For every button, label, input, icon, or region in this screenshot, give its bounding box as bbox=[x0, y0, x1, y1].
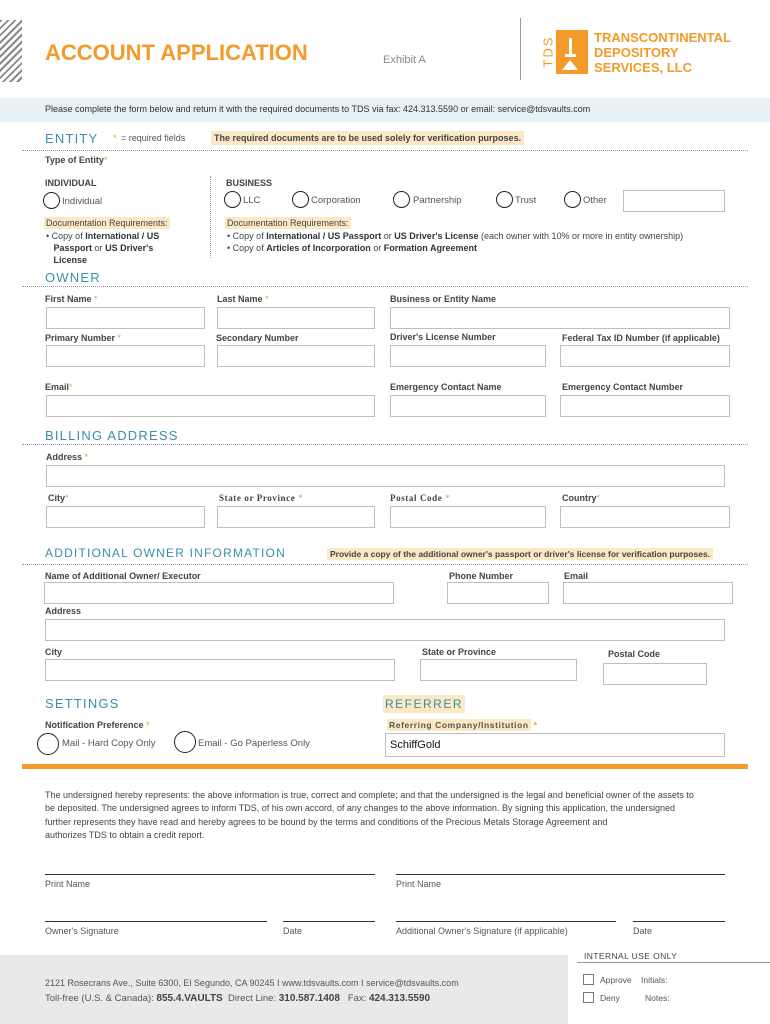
entity-column-divider bbox=[210, 176, 211, 258]
primary-number-label: Primary Number * bbox=[45, 333, 122, 343]
owner-signature-line[interactable] bbox=[45, 921, 267, 922]
additional-email-input[interactable] bbox=[563, 582, 733, 604]
business-heading: BUSINESS bbox=[226, 178, 273, 188]
divider-additional-owner bbox=[22, 564, 748, 565]
additional-state-label: State or Province bbox=[422, 647, 497, 657]
additional-email-label: Email bbox=[564, 571, 589, 581]
individual-label: Individual bbox=[62, 196, 103, 207]
section-additional-owner: ADDITIONAL OWNER INFORMATION bbox=[45, 546, 286, 560]
other-radio[interactable] bbox=[564, 191, 581, 208]
individual-heading: INDIVIDUAL bbox=[45, 178, 97, 188]
print-name-label-2: Print Name bbox=[396, 879, 442, 889]
corporation-radio[interactable] bbox=[292, 191, 309, 208]
emergency-number-input[interactable] bbox=[560, 395, 730, 417]
notification-preference-label: Notification Preference * bbox=[45, 720, 150, 730]
billing-address-input[interactable] bbox=[46, 465, 725, 487]
partnership-label: Partnership bbox=[413, 195, 462, 206]
individual-radio[interactable] bbox=[43, 192, 60, 209]
drivers-license-label: Driver's License Number bbox=[390, 332, 496, 342]
mail-label: Mail - Hard Copy Only bbox=[62, 738, 156, 749]
page-title: ACCOUNT APPLICATION bbox=[45, 40, 308, 65]
llc-label: LLC bbox=[243, 195, 261, 206]
business-name-label: Business or Entity Name bbox=[390, 294, 497, 304]
declaration-line-1: The undersigned hereby represents: the above information is true, correct and complete; and that the undersigned is the legal and beneficial owner of the assets to bbox=[45, 790, 694, 800]
required-star: * bbox=[113, 133, 117, 143]
declaration-text bbox=[45, 789, 745, 842]
additional-postal-input[interactable] bbox=[603, 663, 707, 685]
billing-state-input[interactable] bbox=[217, 506, 375, 528]
federal-tax-id-input[interactable] bbox=[560, 345, 730, 367]
verification-note: The required documents are to be used solely for verification purposes. bbox=[211, 131, 524, 145]
additional-name-input[interactable] bbox=[44, 582, 394, 604]
first-name-input[interactable] bbox=[46, 307, 205, 329]
additional-state-input[interactable] bbox=[420, 659, 577, 681]
additional-city-label: City bbox=[45, 647, 63, 657]
section-referrer: REFERRER bbox=[385, 697, 464, 711]
referrer-input[interactable] bbox=[385, 733, 725, 757]
section-billing: BILLING ADDRESS bbox=[45, 428, 179, 443]
billing-city-input[interactable] bbox=[46, 506, 205, 528]
divider-billing bbox=[22, 444, 748, 445]
declaration-line-3: further represents they have read and hereby agrees to be bound by the terms and conditions of the Precious Metals Storage Agreement and bbox=[45, 816, 608, 827]
deny-label: Deny bbox=[600, 993, 620, 1003]
first-name-label: First Name * bbox=[45, 294, 98, 304]
date-label-1: Date bbox=[283, 926, 303, 936]
footer-phones: Toll-free (U.S. & Canada): 855.4.VAULTS Direct Line: 310.587.1408 Fax: 424.313.5590 bbox=[45, 993, 431, 1004]
billing-country-input[interactable] bbox=[560, 506, 730, 528]
date-line-2[interactable] bbox=[633, 921, 725, 922]
bus-doc-requirement-2: • Copy of Articles of Incorporation or Formation Agreement bbox=[227, 243, 477, 253]
billing-state-label: State or Province * bbox=[219, 493, 304, 503]
last-name-label: Last Name * bbox=[217, 294, 269, 304]
billing-postal-input[interactable] bbox=[390, 506, 546, 528]
approve-label: Approve bbox=[600, 975, 632, 985]
deny-checkbox[interactable] bbox=[583, 992, 594, 1003]
billing-address-label: Address * bbox=[46, 452, 89, 462]
primary-number-input[interactable] bbox=[46, 345, 205, 367]
additional-phone-label: Phone Number bbox=[449, 571, 514, 581]
email-radio[interactable] bbox=[174, 731, 196, 753]
other-entity-input[interactable] bbox=[623, 190, 725, 212]
company-name-1: TRANSCONTINENTAL bbox=[594, 30, 731, 45]
llc-radio[interactable] bbox=[224, 191, 241, 208]
required-note: = required fields bbox=[121, 133, 186, 143]
company-name-3: SERVICES, LLC bbox=[594, 60, 693, 75]
additional-city-input[interactable] bbox=[45, 659, 395, 681]
additional-postal-label: Postal Code bbox=[608, 649, 661, 659]
instructions: Please complete the form below and return it with the required documents to TDS via fax: 424.313.5590 or email: service@tdsvaults.com bbox=[45, 104, 591, 114]
logo-mark bbox=[556, 30, 588, 74]
last-name-input[interactable] bbox=[217, 307, 375, 329]
owner-signature-label: Owner's Signature bbox=[45, 926, 119, 936]
print-name-line-1[interactable] bbox=[45, 874, 375, 875]
email-label: Email* bbox=[45, 382, 73, 392]
internal-use-underline bbox=[577, 962, 770, 963]
email-option-label: Email - Go Paperless Only bbox=[198, 738, 310, 749]
ind-doc-req-label: Documentation Requirements: bbox=[46, 218, 168, 228]
secondary-number-label: Secondary Number bbox=[216, 333, 299, 343]
business-name-input[interactable] bbox=[390, 307, 730, 329]
orange-divider bbox=[22, 764, 748, 769]
logo-vertical-text: TDS bbox=[540, 35, 556, 68]
emergency-name-input[interactable] bbox=[390, 395, 546, 417]
additional-address-label: Address bbox=[45, 606, 82, 616]
bus-doc-req-label: Documentation Requirements: bbox=[227, 218, 349, 228]
other-label: Other bbox=[583, 195, 607, 206]
email-input[interactable] bbox=[46, 395, 375, 417]
partnership-radio[interactable] bbox=[393, 191, 410, 208]
billing-country-label: Country* bbox=[562, 493, 601, 503]
secondary-number-input[interactable] bbox=[217, 345, 375, 367]
ind-doc-requirements: • Copy of International / US Passport or US Driver's License bbox=[46, 231, 160, 265]
section-settings: SETTINGS bbox=[45, 696, 120, 711]
approve-checkbox[interactable] bbox=[583, 974, 594, 985]
declaration-line-4: authorizes TDS to obtain a credit report. bbox=[45, 829, 205, 840]
trust-radio[interactable] bbox=[496, 191, 513, 208]
initials-label: Initials: bbox=[641, 975, 668, 985]
date-line-1[interactable] bbox=[283, 921, 375, 922]
additional-phone-input[interactable] bbox=[447, 582, 549, 604]
exhibit-label: Exhibit A bbox=[383, 54, 426, 66]
additional-signature-line[interactable] bbox=[396, 921, 616, 922]
corner-stripes bbox=[0, 20, 22, 82]
company-name-2: DEPOSITORY bbox=[594, 45, 679, 60]
billing-postal-label: Postal Code * bbox=[390, 493, 451, 503]
emergency-number-label: Emergency Contact Number bbox=[562, 382, 684, 392]
print-name-line-2[interactable] bbox=[396, 874, 725, 875]
footer-address: 2121 Rosecrans Ave., Suite 6300, El Segundo, CA 90245 I www.tdsvaults.com I service@tdsvaults.com bbox=[45, 978, 459, 988]
date-label-2: Date bbox=[633, 926, 653, 936]
trust-label: Trust bbox=[515, 195, 537, 206]
referrer-value: SchiffGold bbox=[390, 739, 441, 751]
federal-tax-id-label: Federal Tax ID Number (if applicable) bbox=[562, 333, 720, 343]
additional-signature-label: Additional Owner's Signature (if applicable) bbox=[396, 926, 568, 936]
additional-owner-note: Provide a copy of the additional owner's passport or driver's license for verification purposes. bbox=[327, 548, 713, 560]
drivers-license-input[interactable] bbox=[390, 345, 546, 367]
corporation-label: Corporation bbox=[311, 195, 361, 206]
print-name-label-1: Print Name bbox=[45, 879, 91, 889]
notes-label: Notes: bbox=[645, 993, 670, 1003]
internal-use-heading: INTERNAL USE ONLY bbox=[584, 951, 678, 961]
emergency-name-label: Emergency Contact Name bbox=[390, 382, 502, 392]
section-entity: ENTITY bbox=[45, 131, 99, 146]
type-of-entity-label: Type of Entity* bbox=[45, 155, 108, 165]
additional-name-label: Name of Additional Owner/ Executor bbox=[45, 571, 201, 581]
referrer-label: Referring Company/Institution * bbox=[389, 720, 538, 730]
billing-city-label: City* bbox=[48, 493, 69, 503]
divider-entity bbox=[22, 150, 748, 151]
bus-doc-requirement-1: • Copy of International / US Passport or US Driver's License (each owner with 10% or more in entity ownership) bbox=[227, 231, 684, 241]
additional-address-input[interactable] bbox=[45, 619, 725, 641]
header-divider bbox=[520, 18, 521, 80]
declaration-line-2: be deposited. The undersigned agrees to inform TDS, of his own accord, of any changes to the above information. By signing this application, the undersigned bbox=[45, 803, 676, 814]
divider-owner bbox=[22, 286, 748, 287]
mail-radio[interactable] bbox=[37, 733, 59, 755]
section-owner: OWNER bbox=[45, 270, 101, 285]
